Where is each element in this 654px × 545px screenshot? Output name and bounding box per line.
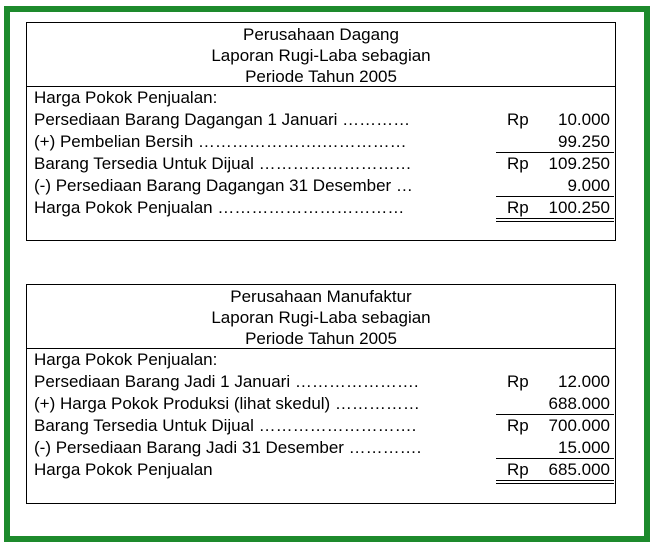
row-cost-of-goods-sold bbox=[27, 459, 615, 481]
row-label: Harga Pokok Penjualan: bbox=[34, 88, 218, 107]
row-cost-of-goods-sold bbox=[27, 197, 615, 219]
row-value: 109.250 bbox=[548, 154, 610, 173]
row-goods-available bbox=[27, 153, 615, 175]
row-value: 10.000 bbox=[558, 110, 610, 129]
report-perusahaan-dagang bbox=[26, 22, 616, 241]
report-perusahaan-manufaktur bbox=[26, 284, 616, 504]
total-double-underline bbox=[496, 218, 614, 222]
row-cost-of-goods-manufactured bbox=[27, 393, 615, 415]
report-period: Periode Tahun 2005 bbox=[245, 329, 397, 348]
report-rows bbox=[27, 87, 615, 219]
row-value: 9.000 bbox=[567, 176, 610, 195]
row-currency: Rp bbox=[507, 154, 529, 173]
row-currency: Rp bbox=[507, 372, 529, 391]
row-value: 685.000 bbox=[548, 460, 610, 479]
row-label: Harga Pokok Penjualan bbox=[34, 460, 213, 479]
row-goods-available bbox=[27, 415, 615, 437]
row-label: Harga Pokok Penjualan …………………………… bbox=[34, 198, 405, 217]
row-label: Harga Pokok Penjualan: bbox=[34, 350, 218, 369]
report-period: Periode Tahun 2005 bbox=[245, 67, 397, 86]
row-currency: Rp bbox=[507, 110, 529, 129]
row-value: 100.250 bbox=[548, 198, 610, 217]
row-opening-inventory bbox=[27, 371, 615, 393]
row-net-purchases bbox=[27, 131, 615, 153]
row-section-heading bbox=[27, 87, 615, 109]
row-label: Persediaan Barang Jadi 1 Januari …………………. bbox=[34, 372, 419, 391]
report-rows bbox=[27, 349, 615, 481]
row-closing-inventory bbox=[27, 437, 615, 459]
row-value: 99.250 bbox=[558, 132, 610, 151]
company-title: Perusahaan Manufaktur bbox=[230, 287, 412, 306]
row-label: (-) Persediaan Barang Jadi 31 Desember …………. bbox=[34, 438, 422, 457]
row-value: 688.000 bbox=[548, 394, 610, 413]
company-title: Perusahaan Dagang bbox=[243, 25, 399, 44]
row-label: (+) Pembelian Bersih ………………….…………… bbox=[34, 132, 407, 151]
row-currency: Rp bbox=[507, 460, 529, 479]
row-currency: Rp bbox=[507, 416, 529, 435]
report-header bbox=[27, 285, 615, 349]
row-label: (-) Persediaan Barang Dagangan 31 Desember … bbox=[34, 176, 413, 195]
report-subtitle: Laporan Rugi-Laba sebagian bbox=[211, 308, 431, 327]
row-value: 700.000 bbox=[548, 416, 610, 435]
row-value: 15.000 bbox=[558, 438, 610, 457]
row-currency: Rp bbox=[507, 198, 529, 217]
row-label: Barang Tersedia Untuk Dijual ………………………. bbox=[34, 416, 417, 435]
row-closing-inventory bbox=[27, 175, 615, 197]
report-subtitle: Laporan Rugi-Laba sebagian bbox=[211, 46, 431, 65]
row-label: Barang Tersedia Untuk Dijual ……………………… bbox=[34, 154, 412, 173]
row-label: (+) Harga Pokok Produksi (lihat skedul) …………… bbox=[34, 394, 420, 413]
total-double-underline bbox=[496, 480, 614, 484]
report-header bbox=[27, 23, 615, 87]
row-section-heading bbox=[27, 349, 615, 371]
row-label: Persediaan Barang Dagangan 1 Januari ………… bbox=[34, 110, 411, 129]
row-value: 12.000 bbox=[558, 372, 610, 391]
row-opening-inventory bbox=[27, 109, 615, 131]
